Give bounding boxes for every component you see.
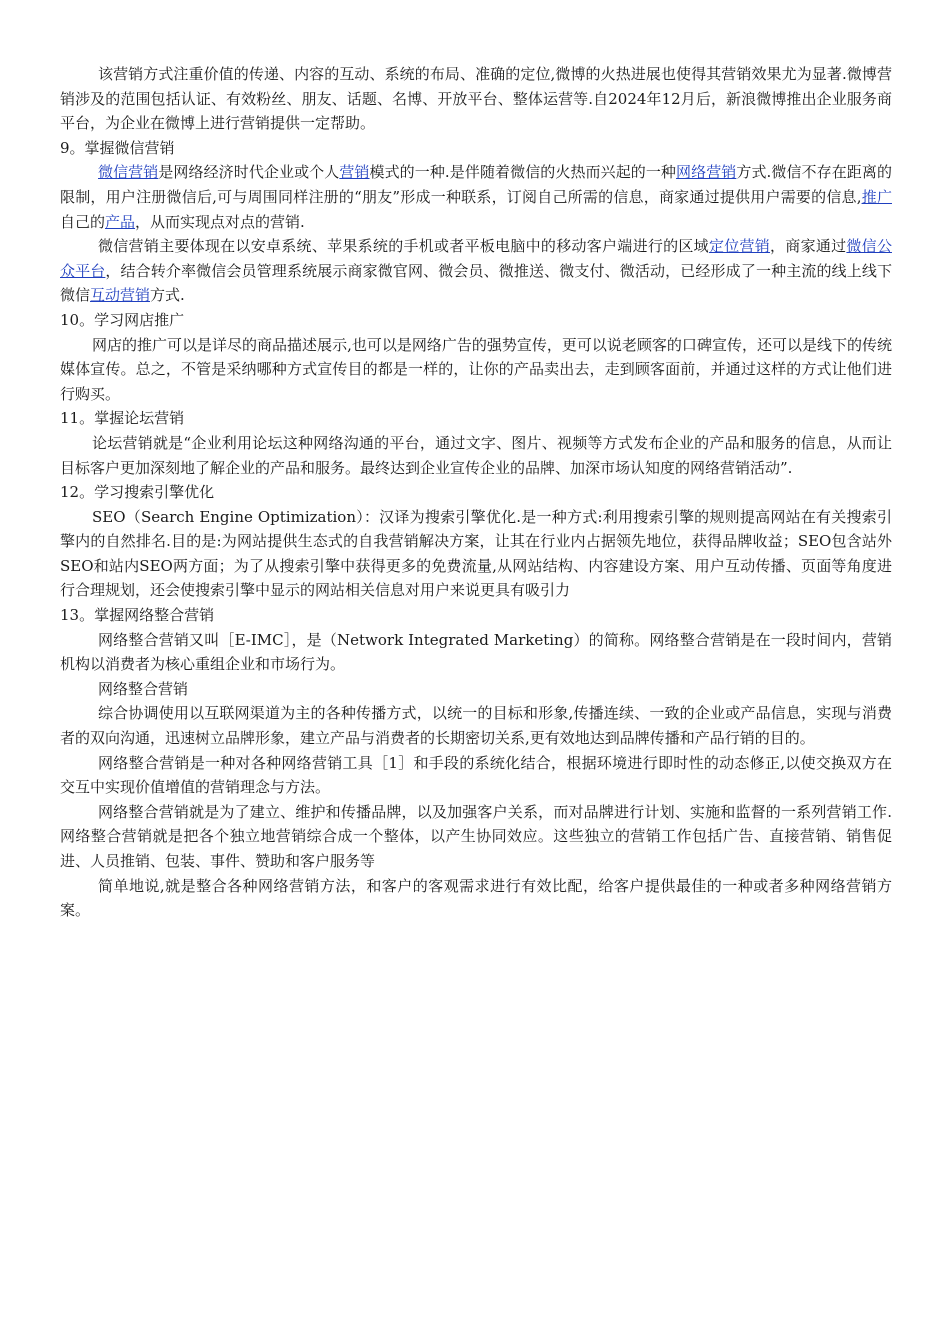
paragraph-forum-marketing: 论坛营销就是“企业利用论坛这种网络沟通的平台，通过文字、图片、视频等方式发布企业的产品和服务的信息，从而让目标客户更加深刻地了解企业的产品和服务。最终达到企业宣传企业的品牌、加深市场认知度的网络营销活动”.	[60, 433, 892, 477]
paragraph-integrated-tools: 网络整合营销是一种对各种网络营销工具［1］和手段的系统化结合，根据环境进行即时性的动态修正,以使交换双方在交互中实现价值增值的营销理念与方法。	[60, 753, 892, 797]
subheading-integrated-marketing: 网络整合营销	[98, 679, 189, 698]
link-network-marketing[interactable]: 网络营销	[676, 163, 737, 182]
text-span: 模式的一种.是伴随着微信的火热而兴起的一种	[369, 163, 677, 182]
paragraph-integrated-marketing-definition: 网络整合营销又叫［E-IMC］，是（Network Integrated Marketing）的简称。网络整合营销是在一段时间内，营销机构以消费者为核心重组企业和市场行为。	[60, 630, 892, 674]
paragraph-integrated-summary: 简单地说,就是整合各种网络营销方法，和客户的客观需求进行有效比配，给客户提供最佳的一种或者多种网络营销方案。	[60, 876, 892, 920]
text-span: ，结合转介率微信会员管理系统展示商家微官网、微会员、微推送、微支付、微活动，已经形成了一种主流的线上线下微信	[60, 261, 892, 305]
text-span: 方式.微信不存在距离的限制，用户注册微信后,可与周围同样注册的“朋友”形成一种联系，订阅自己所需的信息，商家通过提供用户需要的信息,	[60, 163, 892, 206]
paragraph-wechat-definition	[60, 160, 892, 234]
link-promotion[interactable]: 推广	[861, 187, 892, 206]
document-page	[60, 62, 892, 923]
text-span: 微信营销主要体现在以安卓系统、苹果系统的手机或者平板电脑中的移动客户端进行的区域	[98, 237, 709, 256]
paragraph-wechat-application	[60, 234, 892, 308]
paragraph-seo: SEO（Search Engine Optimization）：汉译为搜索引擎优化.是一种方式:利用搜索引擎的规则提高网站在有关搜索引擎内的自然排名.目的是:为网站提供生态式的自我营销解决方案，让其在行业内占据领先地位，获得品牌收益；SEO包含站外SEO和站内SEO两方面；为了从搜索引擎中获得更多的免费流量,从网站结构、内容建设方案、用户互动传播、页面等角度进行合理规划，还会使搜索引擎中显示的网站相关信息对用户来说更具有吸引力	[60, 507, 892, 600]
text-span: 是网络经济时代企业或个人	[158, 163, 340, 182]
heading-section-9: 9。掌握微信营销	[60, 138, 175, 157]
paragraph-integrated-branding: 网络整合营销就是为了建立、维护和传播品牌，以及加强客户关系，而对品牌进行计划、实施和监督的一系列营销工作.网络整合营销就是把各个独立地营销综合成一个整体，以产生协同效应。这些独立的营销工作包括广告、直接营销、销售促进、人员推销、包装、事件、赞助和客户服务等	[60, 802, 892, 870]
link-interactive-marketing[interactable]: 互动营销	[90, 286, 151, 305]
text-span: 方式.	[150, 286, 185, 305]
paragraph-online-store-promotion: 网店的推广可以是详尽的商品描述展示,也可以是网络广告的强势宣传，更可以说老顾客的口碑宣传，还可以是线下的传统媒体宣传。总之，不管是采纳哪种方式宣传目的都是一样的，让你的产品卖出去，走到顾客面前，并通过这样的方式让他们进行购买。	[60, 335, 892, 403]
text-span: ，从而实现点对点的营销.	[135, 212, 305, 231]
heading-section-10: 10。学习网店推广	[60, 310, 185, 329]
heading-section-11: 11。掌握论坛营销	[60, 409, 185, 428]
link-marketing[interactable]: 营销	[339, 163, 370, 182]
paragraph-integrated-coordination: 综合协调使用以互联网渠道为主的各种传播方式，以统一的目标和形象,传播连续、一致的企业或产品信息，实现与消费者的双向沟通，迅速树立品牌形象，建立产品与消费者的长期密切关系,更有效地达到品牌传播和产品行销的目的。	[60, 704, 892, 748]
heading-section-13: 13。掌握网络整合营销	[60, 606, 215, 625]
paragraph-weibo-marketing: 该营销方式注重价值的传递、内容的互动、系统的布局、准确的定位,微博的火热进展也使得其营销效果尤为显著.微博营销涉及的范围包括认证、有效粉丝、朋友、话题、名博、开放平台、整体运营等.自2024年12月后，新浪微博推出企业服务商平台，为企业在微博上进行营销提供一定帮助。	[60, 65, 892, 133]
text-span: ，商家通过	[770, 237, 847, 256]
link-location-marketing[interactable]: 定位营销	[708, 237, 771, 256]
heading-section-12: 12。学习搜索引擎优化	[60, 483, 215, 502]
link-wechat-public-platform[interactable]: 微信公众平台	[60, 237, 892, 280]
text-span: 自己的	[60, 212, 106, 231]
link-wechat-marketing[interactable]: 微信营销	[98, 163, 159, 182]
link-product[interactable]: 产品	[105, 212, 136, 231]
